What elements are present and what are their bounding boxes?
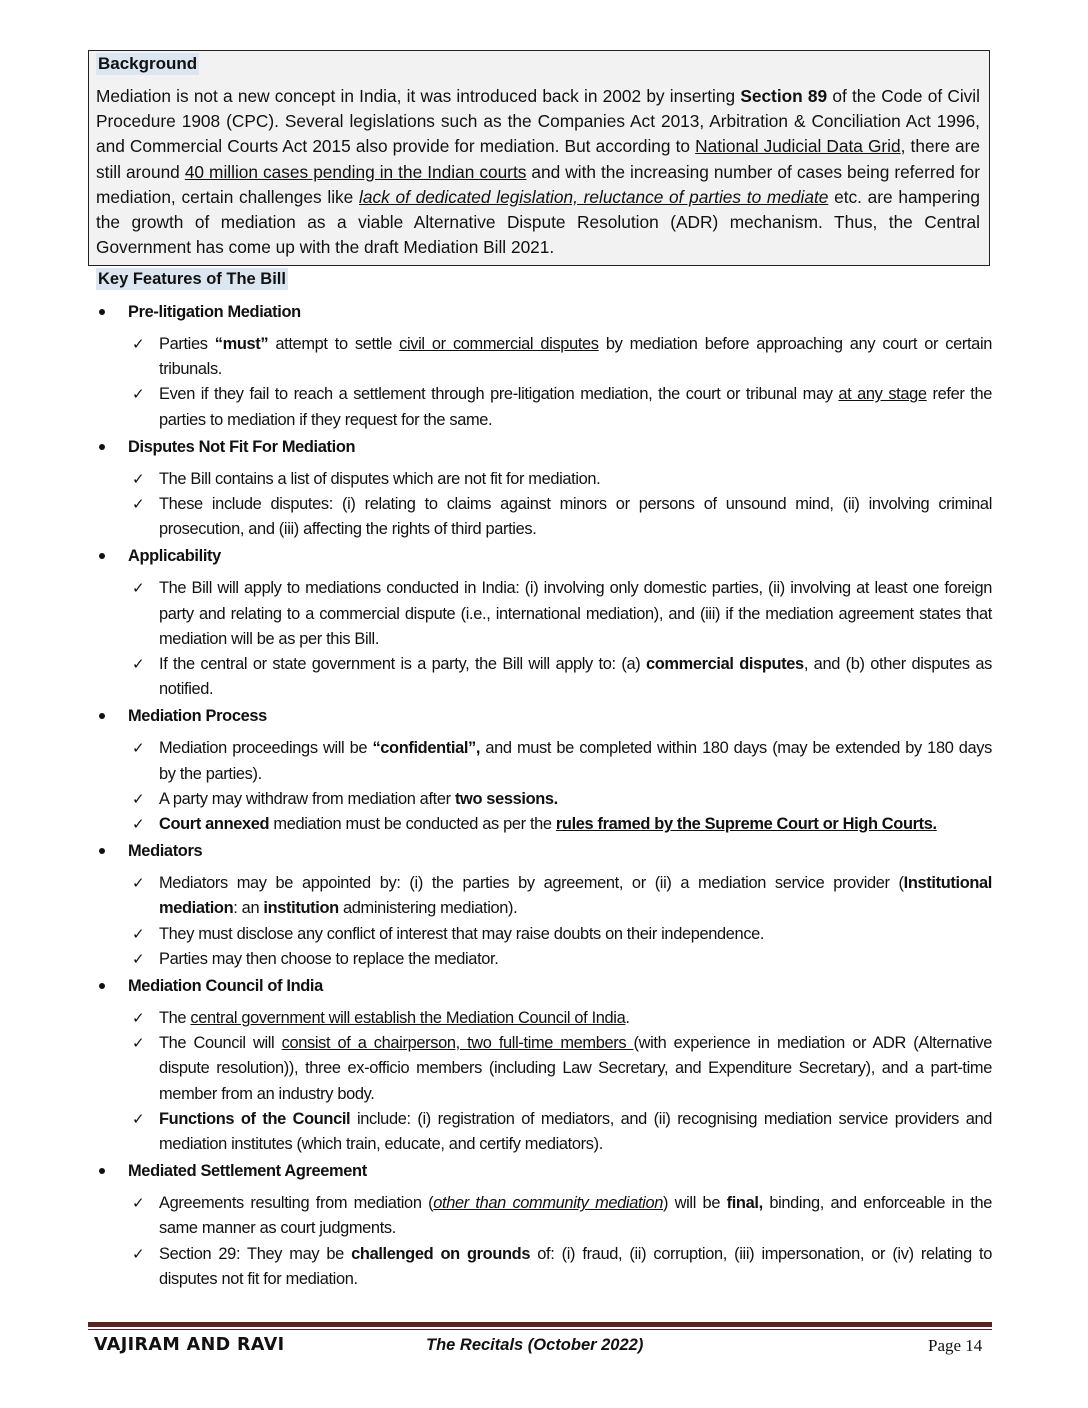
underlined-text: civil or commercial disputes xyxy=(399,335,599,353)
checkmark-icon: ✓ xyxy=(132,385,145,404)
footer-rule-thick xyxy=(88,1322,992,1327)
list-item-text xyxy=(159,655,992,698)
feature-section xyxy=(96,704,992,837)
bold-text: “must” xyxy=(214,335,269,353)
text-run: If the central or state government is a party, the Bill will apply to: (a) xyxy=(159,655,646,674)
text-run: refer the parties to mediation if they request for the same. xyxy=(159,385,992,429)
text-run: attempt to settle xyxy=(268,335,400,353)
section-heading xyxy=(96,974,992,998)
bold-text: two sessions. xyxy=(454,789,558,808)
list-item-text xyxy=(159,470,600,488)
footer-brand: VAJIRAM AND RAVI xyxy=(94,1335,285,1355)
checkmark-icon: ✓ xyxy=(132,1109,145,1128)
text-run: : an xyxy=(233,899,264,918)
underlined-italic-text: other than community mediation xyxy=(433,1194,663,1213)
list-item xyxy=(96,332,992,382)
list-item-text xyxy=(159,739,992,782)
list-item-text xyxy=(159,495,992,538)
list-item-text xyxy=(159,1245,992,1288)
list-item xyxy=(96,812,992,837)
bold-text: Functions of the Council xyxy=(159,1109,351,1128)
underlined-text: National Judicial Data Grid xyxy=(695,136,901,157)
text-run: Parties may then choose to replace the mediator. xyxy=(159,949,499,968)
list-item xyxy=(96,492,992,542)
text-run: etc. are hampering the growth of mediation as a viable Alternative Dispute Resolution (ADR) mechanism. Thus, the Central Government has come up with the draft Mediation Bill 2021. xyxy=(96,186,980,258)
text-run: and with the increasing number of cases being referred for mediation, certain challenges like xyxy=(96,161,981,207)
list-item xyxy=(96,1107,992,1157)
list-item-text xyxy=(159,925,764,943)
list-item xyxy=(96,576,992,652)
section-heading-text: Disputes Not Fit For Mediation xyxy=(128,437,356,456)
section-heading-text: Mediators xyxy=(128,842,203,861)
bold-text: final, xyxy=(726,1194,763,1213)
text-run: of: (i) fraud, (ii) corruption, (iii) impersonation, or (iv) relating to disputes not fit for mediation. xyxy=(159,1244,992,1288)
section-heading xyxy=(96,1159,992,1183)
list-item xyxy=(96,1031,992,1107)
checkmark-icon: ✓ xyxy=(132,335,145,353)
list-item-text xyxy=(159,1110,992,1153)
feature-section xyxy=(96,839,992,972)
checkmark-icon: ✓ xyxy=(132,495,145,514)
checkmark-icon: ✓ xyxy=(132,949,145,968)
checkmark-icon: ✓ xyxy=(132,1194,145,1213)
list-item-text xyxy=(159,385,992,428)
feature-section xyxy=(96,300,992,433)
list-item-text xyxy=(159,815,937,833)
section-heading xyxy=(96,544,992,568)
bullet-icon xyxy=(99,444,105,450)
underlined-text: at any stage xyxy=(838,385,927,404)
text-run: A party may withdraw from mediation after xyxy=(159,789,455,808)
checkmark-icon: ✓ xyxy=(132,739,145,758)
feature-section xyxy=(96,544,992,702)
bullet-icon xyxy=(99,1168,105,1174)
bold-text: Institutional mediation xyxy=(159,874,992,918)
checkmark-icon: ✓ xyxy=(132,874,145,893)
text-run: Section 29: They may be xyxy=(159,1244,352,1263)
checkmark-icon: ✓ xyxy=(132,1244,145,1263)
list-item-text xyxy=(159,335,992,378)
bold-text: Section 89 xyxy=(740,86,828,106)
text-run: Agreements resulting from mediation ( xyxy=(159,1194,434,1213)
list-item-text xyxy=(159,874,992,917)
section-heading xyxy=(96,300,992,324)
list-item xyxy=(96,1006,992,1031)
list-item-text xyxy=(159,1034,992,1102)
bold-text: institution xyxy=(263,899,339,918)
text-run: mediation must be conducted as per the xyxy=(269,815,556,834)
text-run: of the Code of Civil Procedure 1908 (CPC). Several legislations such as the Companies Act 2013, Arbitration & Conciliation Act 1996, and Commercial Courts Act 2015 also provide for mediation. But according to xyxy=(96,86,980,157)
text-run: The Bill will apply to mediations conducted in India: (i) involving only domestic parties, (ii) involving at least one foreign party and relating to a commercial dispute (i.e., international mediation), and (iii) if the mediation agreement states that mediation will be as per this Bill. xyxy=(159,579,992,648)
list-item xyxy=(96,1191,992,1241)
list-item xyxy=(96,382,992,432)
bullet-icon xyxy=(99,553,105,559)
bullet-icon xyxy=(99,713,105,719)
bullet-icon xyxy=(99,309,105,315)
list-item-text xyxy=(159,950,498,968)
text-run: They must disclose any conflict of interest that may raise doubts on their independence. xyxy=(159,924,765,943)
list-item xyxy=(96,947,992,972)
background-heading: Background xyxy=(98,54,198,73)
text-run: These include disputes: (i) relating to claims against minors or persons of unsound mind, (ii) involving criminal prosecution, and (iii) affecting the rights of third parties. xyxy=(159,495,992,539)
text-run: Mediation is not a new concept in India, it was introduced back in 2002 by inserting xyxy=(96,86,741,106)
section-heading-text: Mediation Process xyxy=(128,707,267,726)
section-heading-text: Pre-litigation Mediation xyxy=(128,303,301,321)
text-run: , and (b) other disputes as notified. xyxy=(159,655,992,699)
text-run: Parties xyxy=(159,335,215,353)
bold-text: challenged on grounds xyxy=(351,1244,531,1263)
text-run: . xyxy=(625,1009,630,1028)
section-heading-text: Applicability xyxy=(128,547,221,566)
key-features-list xyxy=(96,300,992,1292)
list-item xyxy=(96,652,992,702)
footer-page-number: Page 14 xyxy=(928,1336,983,1355)
text-run: ) will be xyxy=(663,1194,727,1213)
footer-publication: The Recitals (October 2022) xyxy=(426,1336,644,1354)
bold-text: “confidential”, xyxy=(372,739,481,758)
checkmark-icon: ✓ xyxy=(132,579,145,598)
text-run: and must be completed within 180 days (may be extended by 180 days by the parties). xyxy=(159,739,992,783)
text-run: binding, and enforceable in the same manner as court judgments. xyxy=(159,1194,992,1238)
key-features-heading: Key Features of The Bill xyxy=(98,270,286,288)
text-run: The Bill contains a list of disputes which are not fit for mediation. xyxy=(159,469,601,488)
text-run: Mediation proceedings will be xyxy=(159,739,373,758)
underlined-text: consist of a chairperson, two full-time members xyxy=(281,1034,634,1053)
bold-text: commercial disputes xyxy=(645,655,804,674)
feature-section xyxy=(96,974,992,1157)
list-item xyxy=(96,787,992,812)
text-run: (with experience in mediation or ADR (Alternative dispute resolution)), three ex-officio members (including Law Secretary, and Expenditure Secretary), and a part-time member from an industry body. xyxy=(159,1034,992,1103)
feature-section xyxy=(96,435,992,543)
list-item xyxy=(96,736,992,786)
underlined-text: central government will establish the Mediation Council of India xyxy=(190,1009,626,1028)
text-run: Mediators may be appointed by: (i) the parties by agreement, or (ii) a mediation service provider ( xyxy=(159,874,904,893)
checkmark-icon: ✓ xyxy=(132,1034,145,1053)
list-item-text xyxy=(159,1194,992,1237)
checkmark-icon: ✓ xyxy=(132,924,145,943)
section-heading-text: Mediated Settlement Agreement xyxy=(128,1162,367,1181)
list-item xyxy=(96,1242,992,1292)
checkmark-icon: ✓ xyxy=(132,1009,145,1028)
bullet-icon xyxy=(99,983,105,989)
checkmark-icon: ✓ xyxy=(132,469,145,488)
footer-rule-thin xyxy=(88,1329,992,1331)
feature-section xyxy=(96,1159,992,1292)
list-item-text xyxy=(159,579,992,647)
checkmark-icon: ✓ xyxy=(132,655,145,674)
list-item-text xyxy=(159,1009,630,1027)
list-item-text xyxy=(159,790,558,808)
section-heading-text: Mediation Council of India xyxy=(128,977,323,996)
list-item xyxy=(96,922,992,947)
background-paragraph xyxy=(96,84,980,260)
list-item xyxy=(96,467,992,492)
section-heading xyxy=(96,839,992,863)
underlined-italic-text: lack of dedicated legislation, reluctance of parties to mediate xyxy=(359,186,829,207)
text-run: by mediation before approaching any court or certain tribunals. xyxy=(159,335,992,379)
bold-text: Court annexed xyxy=(159,815,270,834)
text-run: The xyxy=(159,1009,191,1028)
underlined-text: 40 million cases pending in the Indian courts xyxy=(184,161,527,182)
text-run: The Council will xyxy=(159,1034,282,1053)
checkmark-icon: ✓ xyxy=(132,815,145,834)
list-item xyxy=(96,871,992,921)
bold-underlined-text: rules framed by the Supreme Court or High Courts. xyxy=(555,815,937,834)
bullet-icon xyxy=(99,848,105,854)
section-heading xyxy=(96,704,992,728)
text-run: , there are still around xyxy=(96,136,981,182)
text-run: administering mediation). xyxy=(338,899,518,918)
text-run: include: (i) registration of mediators, and (ii) recognising mediation service providers and mediation institutes (which train, educate, and certify mediators). xyxy=(159,1109,992,1154)
section-heading xyxy=(96,435,992,459)
checkmark-icon: ✓ xyxy=(132,789,145,808)
text-run: Even if they fail to reach a settlement through pre-litigation mediation, the court or tribunal may xyxy=(159,385,839,404)
